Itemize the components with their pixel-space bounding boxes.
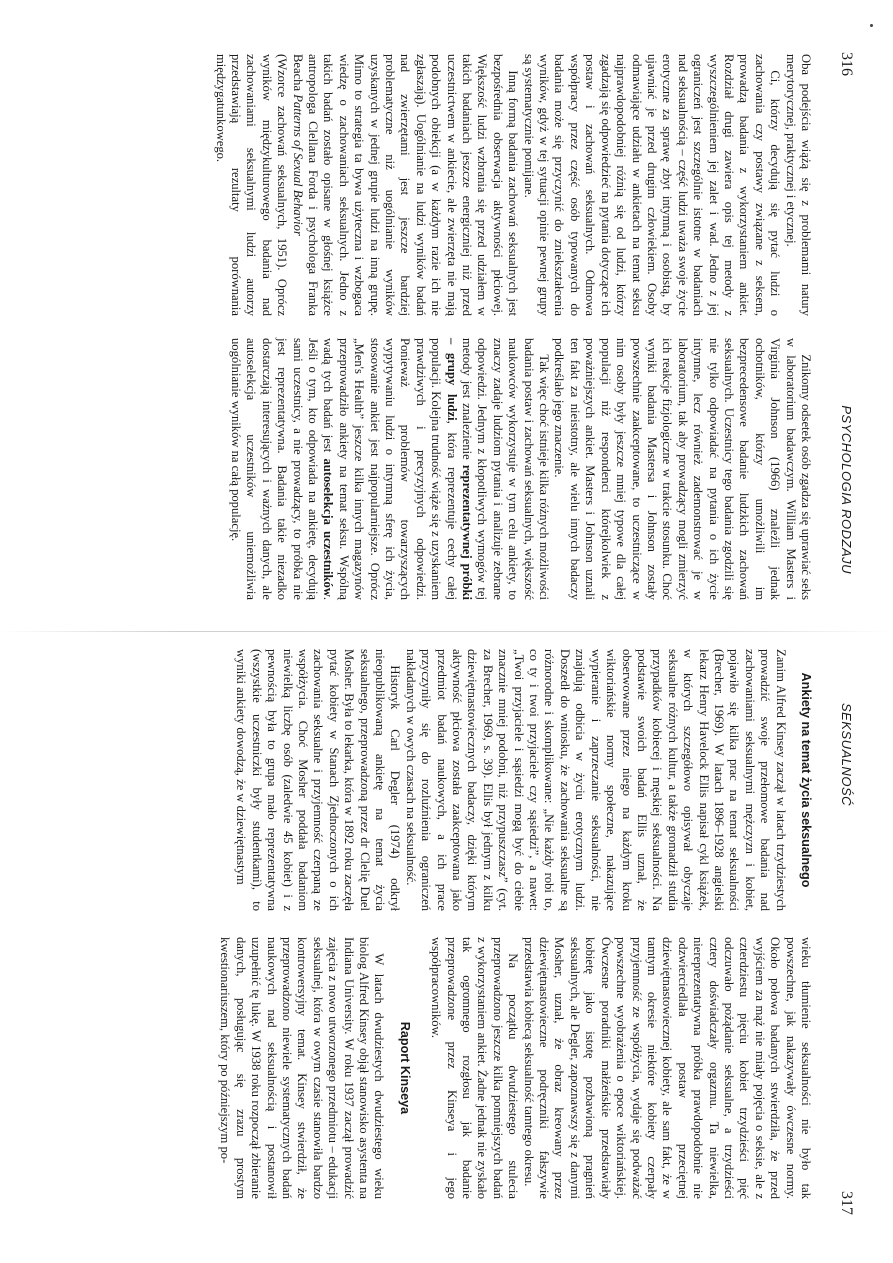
paragraph: (Wzorce zachowań seksualnych, 1951). Oprócz wyników międzykulturowego badania nad zachowaniami seksualnymi ludzi autorzy przedstawiają rezultaty porównania międzygatunkowego.: [213, 54, 290, 316]
paragraph-text: , która reprezentuje cechy całej populacji. Kolejna trudność wiąże się z uzyskaniem prawdziwych i precyzyjnych odpowiedzi. Ponieważ problemów towarzyszących wypytywaniu ludzi o intymną sferę ich życia, stosowanie ankiet jest najpopularniejsze. Oprócz „Men's Health” jeszcze kilka innych magazynów przeprowadziło ankiety na temat seksu. Wspólną wadą tych badań jest: [321, 338, 459, 600]
paragraph: W latach dwudziestych dwudziestego wieku biolog Alfred Kinsey objął stanowisko asystenta na Indiana University. W roku 1937 zaczął prowadzić zajęcia z nowo utworzonego przedmiotu – edukacji seksualnej, która w owym czasie stanowiła bardzo kontrowersyjny temat. Kinsey stwierdził, że przeprowadzono niewiele systematycznych badań naukowych nad seksualnością i postanowił uzupełnić tę lukę. W 1938 roku rozpoczął zbieranie danych, posługując się zrazu prostym kwestionariuszem, który po późniejszym po-: [218, 937, 387, 1199]
paragraph: Oba podejścia wiążą się z problemami natury merytorycznej, praktycznej i etycznej.: [783, 54, 813, 316]
paragraph: Historyk Carl Degler (1974) odkrył nieopublikowaną ankietę na temat życia seksualnego, przeprowadzoną przez dr Clelię Duel Mosher. Była to lekarka, która w 1892 roku zaczęła pytać kobiety w Stanach Zjednoczonych o ich zachowania seksualne i przyjemność czerpaną ze współżycia. Choć Mosher poddała badaniom niewielką liczbę osób (zaledwie 45 kobiet) i z pewnością była to grupa mało reprezentatywna (wszystkie uczestniczki były studentkami), to wyniki ankiety dowodzą, że w dziewiętnastym: [234, 649, 403, 911]
paragraph: wieku tłumienie seksualności nie było tak powszechne, jak nakazywały ówczesne normy. Około połowa badanych stwierdziła, że przed wyjściem za mąż nie miały pojęcia o seksie, ale z czterdziestu pięciu kobiet trzydzieści pięć odczuwało pożądanie seksualne, a trzydzieści cztery doświadczały orgazmu. Ta niewielka, niereprezentatywna próbka prawdopodobnie nie odzwierciedlała postaw przeciętnej dziewiętnastowiecznej kobiety, ale sam fakt, że w tamtym okresie niektóre kobiety czerpały przyjemność ze współżycia, wydaje się podważać powszechne wyobrażenia o epoce wiktoriańskiej. Ówczesne poradniki małżeńskie przedstawiały kobietę jako istotę pozbawioną pragnień seksualnych, ale Degler, zapoznawszy się z danymi Mosher, uznał, że obraz kreowany przez dziewiętnastowieczne podręczniki fałszywie przedstawia kobiecą seksualność tamtego okresu.: [521, 937, 813, 1199]
section-heading: Raport Kinseya: [397, 1021, 412, 1115]
book-gutter: [0, 631, 893, 632]
running-head-title: SEKSUALNOŚĆ: [839, 703, 854, 807]
key-term: autoselekcja uczestników: [321, 458, 336, 597]
left-page-column-2: [228, 338, 813, 600]
running-head-title: PSYCHOLOGIA RODZAJU: [839, 405, 854, 574]
paragraph-text: Tak więc choć istnieje kilka różnych możliwości badania postaw i zachowań seksualnych, większość naukowców wykorzystuje w tym celu ankiety, to znaczy zadaje ludziom pytania i analizuje zebrane odpowiedzi. Jednym z kłopotliwych wymogów tej metody jest znalezienie: [460, 338, 552, 600]
left-page: [0, 0, 893, 620]
right-page: [0, 643, 893, 1263]
page-number: 317: [838, 1191, 855, 1215]
paragraph: Zanim Alfred Kinsey zaczął w latach trzydziestych prowadzić swoje przełomowe badania nad zachowaniami seksualnymi mężczyzn i kobiet, pojawiło się kilka prac na temat seksualności (Brecher, 1969). W latach 1896–1928 angielski lekarz Henry Havelock Ellis napisał cykl książek, w których szczegółowo opisywał obyczaje seksualne różnych kultur, a także gromadził studia przypadków kobiecej i męskiej seksualności. Na podstawie swoich badań Ellis uznał, że obserwowane przez niego na każdym kroku wiktoriańskie normy społeczne, nakazujące wypieranie i zaprzeczanie seksualności, nie znajdują odbicia w życiu erotycznym ludzi. Doszedł do wniosku, że zachowania seksualne są różnorodne i skomplikowane: „Nie każdy robi to, co ty i twoi przyjaciele czy sąsiedzi”, a nawet: „Twoi przyjaciele i sąsiedzi mogą być do ciebie znacznie mniej podobni, niż przypuszczasz” (cyt. za Brecher, 1969, s. 39). Ellis był jednym z kilku dziewiętnastowiecznych badaczy, dzięki którym aktywność płciowa została zaakceptowana jako przedmiot badań naukowych, a ich prace przyczyniły się do rozluźnienia ograniczeń nakładanych w owych czasach na seksualność.: [403, 649, 788, 911]
paragraph: Na początku dwudziestego stulecia przeprowadzono jeszcze kilka pomniejszych badań z wykorzystaniem ankiet. Żadne jednak nie zyskało tak ogromnego rozgłosu jak badanie przeprowadzone przez Kinseya i jego współpracowników.: [429, 937, 521, 1199]
paragraph-text: Inną formą badania zachowań seksualnych jest bezpośrednia obserwacja aktywności płciowej. Większość ludzi wzbrania się przed udziałem w takich badaniach jeszcze energiczniej niż przed uczestnictwem w ankiecie, ale zwierzęta nie mają podobnych obiekcji (a w każdym razie ich nie zgłaszają). Uogólnianie na ludzi wyników badań nad zwierzętami jest jeszcze bardziej problematyczne niż uogólnianie wyników uzyskanych w jednej grupie ludzi na inną grupę. Mimo to strategia ta bywa użyteczna i wzbogaca wiedzę o zachowaniach seksualnych. Jedno z takich badań zostało opisane w głośnej książce antropologa Clellana Forda i psychologa Franka Beacha: [290, 54, 521, 316]
left-page-column-1: [212, 54, 813, 316]
right-page-column-2: [217, 937, 813, 1199]
section-heading: Ankiety na temat życia seksualnego: [799, 672, 813, 888]
paragraph: Ci, którzy decydują się pytać ludzi o zachowania czy postawy związane z seksem, prowadzą badania z wykorzystaniem ankiet. Rozdział drugi zawiera opis tej metody z wyszczególnieniem jej zalet i wad. Jedno z jej ograniczeń jest szczególnie istotne w badaniach nad seksualnością – część ludzi uważa swoje życie erotyczne za sprawę zbyt intymną i osobistą, by ujawniać je przed drugim człowiekiem. Osoby odmawiające udziału w ankietach na temat seksu najprawdopodobniej różnią się od ludzi, którzy zgadzają się odpowiedzieć na pytania dotyczące ich postaw i zachowań seksualnych. Odmowa współpracy przez część osób typowanych do badania może się przyczynić do zniekształcenia wyników, gdyż w tej sytuacji opinie pewnej grupy są systematycznie pomijane.: [521, 54, 783, 316]
key-term: reprezentatywnej próbki – grupy ludzi: [444, 338, 475, 600]
paragraph-text: . Jeśli o tym, kto odpowiada na ankietę, decydują sami uczestnicy, a nie prowadzący, to próbka nie jest reprezentatywna. Badania takie niezadko dostarczają interesujących i ważnych danych, ale autoselekcja uczestników uniemożliwia uogólnianie wyników na całą populację.: [228, 338, 336, 601]
paragraph: Znikomy odsetek osób zgadza się uprawiać seks w laboratorium badawczym. William Masters i Virginia Johnson (1966) znaleźli jednak ochotników, którzy umożliwili im bezprecedensowe badanie ludzkich zachowań seksualnych. Uczestnicy tego badania zgodzili się nie tylko odpowiadać na pytania o ich życie intymne, lecz również zademonstrować je w laboratorium, tak aby prowadzący mogli zmierzyć ich reakcje fizjologiczne w trakcie stosunku. Choć wyniki badania Mastersa i Johnson zostały powszechnie zaakceptowane, to uczestniczące w nim osoby były jeszcze mniej typowe dla całej populacji niż respondenci którejkolwiek z poważniejszych ankiet. Masters i Johnson uznali ten fakt za nieistotny, ale wielu innych badaczy podkreślało jego znaczenie.: [552, 338, 813, 600]
running-head: [835, 695, 855, 1223]
book-title: Patterns of Sexual Behavior: [290, 94, 305, 236]
page-number: 316: [838, 52, 855, 76]
right-page-column-1: [233, 649, 813, 911]
paragraph: [289, 54, 520, 316]
scan-speck: [870, 24, 873, 27]
running-head: [835, 52, 855, 580]
paragraph: [228, 338, 552, 600]
